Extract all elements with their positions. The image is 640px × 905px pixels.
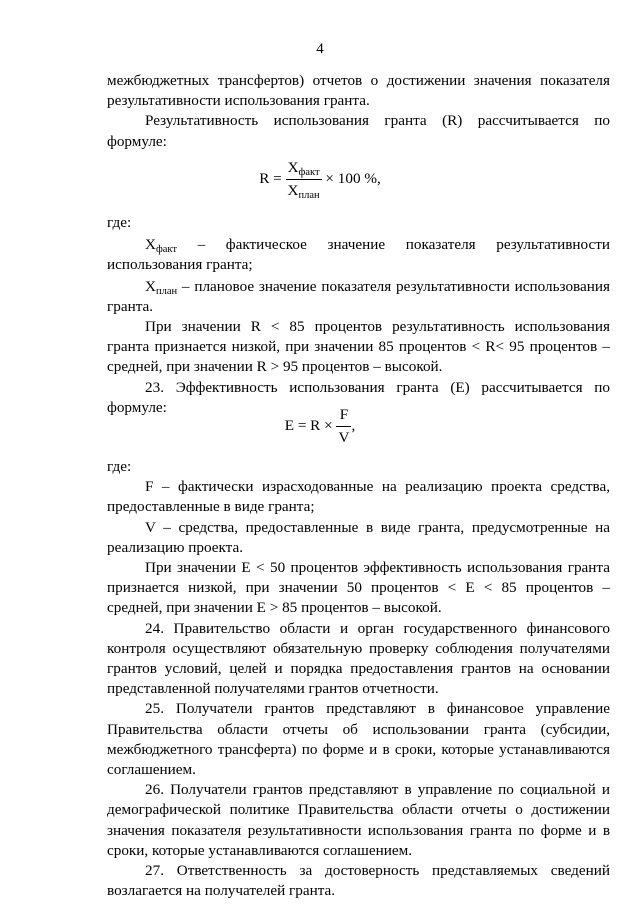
- where-label: где:: [107, 214, 132, 231]
- formula-result-rhs: × 100 %,: [325, 170, 381, 188]
- formula-efficiency-lhs: Е = R ×: [284, 417, 333, 435]
- intro-block: [107, 71, 610, 152]
- paragraph-result-formula-intro: Результативность использования гранта (R) рассчитывается по формуле:: [107, 112, 610, 150]
- definition-x-plan: [107, 277, 610, 317]
- formula-efficiency-rhs: ,: [351, 417, 356, 435]
- paragraph-24: 24. Правительство области и орган государственного финансового контроля осуществляют обязательную проверку соблюдения получателями грантов условий, целей и порядка предоставления грантов на основании представленной получателями грантов отчетности.: [107, 619, 610, 698]
- paragraph-result-levels: При значении R < 85 процентов результативность использования гранта признается низкой, при значении 85 процентов < R< 95 процентов – средней, при значении R > 95 процентов – высокой.: [107, 318, 610, 376]
- denominator-sub: план: [298, 190, 320, 202]
- formula-efficiency-fraction: [336, 405, 351, 448]
- def-xplan-sub: план: [155, 285, 178, 297]
- def-xfact-var: X: [145, 236, 156, 254]
- numerator-var: X: [287, 159, 299, 176]
- paragraph-26: 26. Получатели грантов представляют в управление по социальной и демографической политике Правительства области отчеты о достижении значения показателя результативности использования гранта по форме и в сроки, которые устанавливаются соглашением.: [107, 781, 610, 859]
- def-xfact-sub: факт: [155, 244, 177, 256]
- formula-efficiency: [0, 405, 640, 448]
- definitions-result-block: [107, 213, 610, 418]
- paragraph-27: 27. Ответственность за достоверность представляемых сведений возлагается на получателей гранта.: [107, 862, 610, 900]
- numerator-sub: факт: [298, 167, 320, 178]
- definition-x-fact: [107, 235, 610, 275]
- definitions-efficiency-block: [107, 457, 610, 901]
- formula-result: [0, 158, 640, 201]
- formula-efficiency-numerator: F: [336, 405, 351, 427]
- paragraph-efficiency-levels: При значении Е < 50 процентов эффективность использования гранта признается низкой, при значении 50 процентов < Е < 85 процентов – средней, при значении Е > 85 процентов – высокой.: [107, 559, 610, 617]
- page-number: 4: [316, 41, 324, 57]
- paragraph-23: 23. Эффективность использования гранта (Е) рассчитывается по формуле:: [107, 378, 610, 416]
- def-xplan-var: X: [145, 277, 156, 295]
- formula-result-fraction: [286, 158, 322, 201]
- denominator-var: X: [287, 182, 299, 200]
- definition-v: V – средства, предоставленные в виде гранта, предусмотренные на реализацию проекта.: [107, 518, 610, 556]
- def-xfact-text: – фактическое значение показателя результативности использования гранта;: [107, 236, 610, 274]
- formula-result-denominator: [286, 180, 322, 201]
- formula-result-numerator: [286, 158, 322, 180]
- formula-efficiency-denominator: V: [338, 429, 350, 447]
- paragraph-25: 25. Получатели грантов представляют в финансовое управление Правительства области отчеты об использовании гранта (субсидии, межбюджетного трансферта) по форме и в сроки, которые устанавливаются соглашением.: [107, 700, 610, 779]
- def-xplan-text: – плановое значение показателя результативности использования гранта.: [107, 277, 610, 315]
- paragraph-continuation: межбюджетных трансфертов) отчетов о достижении значения показателя результативности использования гранта.: [107, 72, 610, 110]
- formula-result-lhs: R =: [259, 170, 282, 188]
- where-label-2: где:: [107, 458, 132, 475]
- definition-f: F – фактически израсходованные на реализацию проекта средства, предоставленные в виде гранта;: [107, 478, 610, 516]
